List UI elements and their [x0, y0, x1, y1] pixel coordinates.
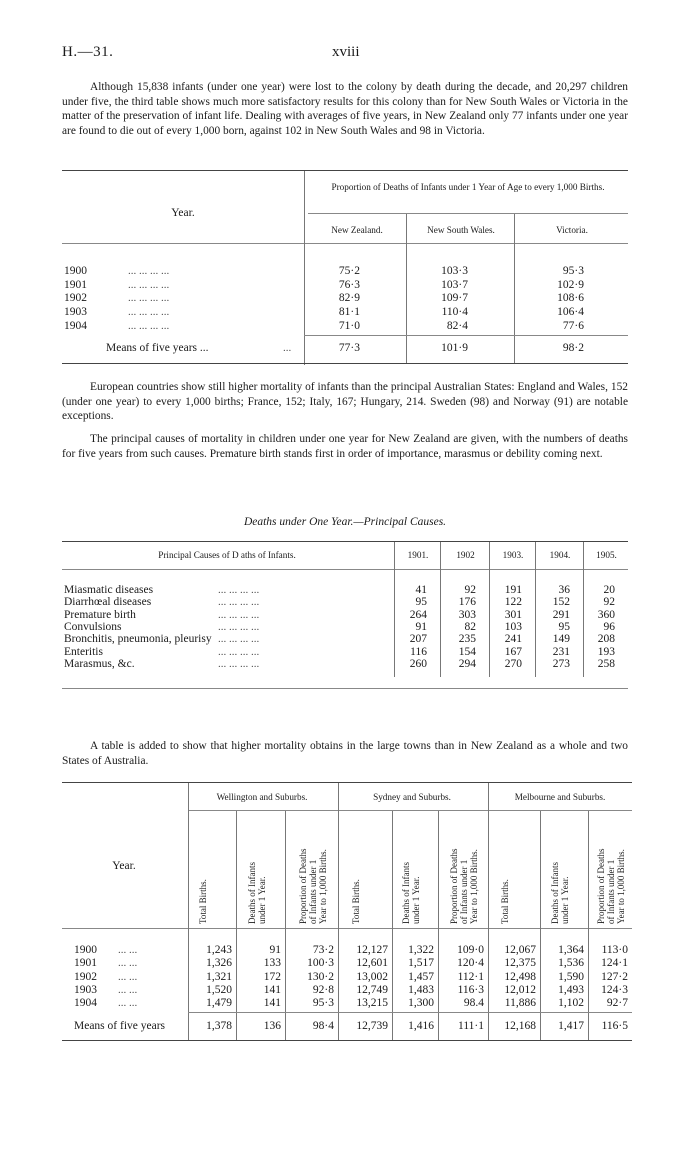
table1-row-dots: ... ... ... ...	[128, 278, 170, 291]
table2-cell: 208	[597, 633, 615, 646]
table3-subhead: Total Births.	[500, 879, 510, 924]
table2-cell: 241	[504, 633, 522, 646]
table3-subhead: Total Births.	[351, 879, 361, 924]
table3-means-rule	[188, 1012, 632, 1013]
table3-cell: 1,520	[206, 983, 232, 996]
table3-cell: 1,102	[558, 997, 584, 1010]
table3-year-head: Year.	[112, 860, 136, 872]
table3-row-dots: ... ...	[118, 970, 138, 983]
table2-row-cause: Diarrhœal diseases	[64, 596, 152, 609]
table2-cell: 122	[504, 596, 522, 609]
table3-cell: 98.4	[463, 997, 484, 1010]
table1-means-rule	[304, 335, 628, 336]
table3-cell: 1,479	[206, 997, 232, 1010]
table2-row-cause: Marasmus, &c.	[64, 657, 135, 670]
table3-head-rule	[62, 928, 632, 929]
table1-cell: 109·7	[441, 292, 468, 305]
table1-row-dots: ... ... ... ...	[128, 265, 170, 277]
table3-group-melbourne: Melbourne and Suburbs.	[514, 792, 606, 802]
table2-year-head: 1904.	[549, 550, 571, 560]
table3-cell: 11,886	[504, 997, 536, 1010]
table3-subhead: Proportion of Deaths of Infants under 1 Year to 1,000 Births.	[596, 848, 626, 924]
table3-cell: 1,321	[206, 970, 232, 983]
table2-cell: 36	[558, 584, 570, 596]
table2-cell: 41	[415, 584, 427, 596]
table3-row-year: 1904	[74, 997, 97, 1010]
table2-row-dots: ... ... ... ...	[218, 633, 260, 646]
table3-cell: 12,127	[356, 944, 388, 956]
table2-vline-2	[440, 542, 441, 677]
table1-cell: 76·3	[338, 278, 360, 291]
table1-row-dots: ... ... ... ...	[128, 306, 170, 319]
table3-cell: 141	[263, 983, 281, 996]
table2-title: Deaths under One Year.—Principal Causes.	[243, 516, 447, 528]
table3-row-year: 1902	[74, 970, 97, 983]
table3-row-dots: ... ...	[118, 944, 138, 956]
table3-cell: 1,300	[408, 997, 434, 1010]
table2-cell: 294	[458, 657, 476, 670]
table1-cell: 82·9	[338, 292, 360, 305]
table2-cell: 191	[504, 584, 522, 596]
table3-cell: 100·3	[307, 957, 334, 970]
table3-top-rule	[62, 782, 632, 783]
table3-cell: 1,590	[558, 970, 584, 983]
table2-cell: 152	[552, 596, 570, 609]
table2-row-cause: Enteritis	[64, 645, 103, 658]
table2-row-cause: Convulsions	[64, 620, 122, 633]
document-code: H.—31.	[62, 44, 114, 60]
table1-cell: 108·6	[557, 292, 584, 305]
table3-row-dots: ... ...	[118, 997, 138, 1010]
table3-cell: 120·4	[457, 957, 484, 970]
table3-means-cell: 12,739	[356, 1020, 388, 1032]
table1-cell: 106·4	[557, 306, 584, 319]
table3-means-label: Means of five years	[74, 1020, 166, 1032]
table3-cell: 112·1	[457, 970, 484, 983]
page-number: xviii	[332, 44, 360, 60]
table1-col-nz: New Zealand.	[331, 225, 383, 235]
table1-top-rule	[62, 170, 628, 171]
table2-cell: 149	[552, 633, 570, 646]
table3-cell: 124·3	[601, 983, 628, 996]
table3-cell: 12,012	[504, 983, 536, 996]
table1-col-vic: Victoria.	[556, 225, 588, 235]
table2-cell: 154	[458, 645, 476, 658]
table3-subhead: Deaths of Infants under 1 Year.	[401, 862, 421, 924]
table2-cell: 235	[458, 633, 476, 646]
table2-row-dots: ... ... ... ...	[218, 596, 260, 609]
table1-row-year: 1901	[64, 278, 87, 291]
table2-cell: 82	[464, 620, 476, 633]
table1-cell: 82·4	[446, 319, 468, 332]
table2-cell: 20	[603, 584, 615, 596]
table3-row-year: 1900	[74, 944, 97, 956]
table2-row-dots: ... ... ... ...	[218, 584, 260, 596]
paragraph-1: Although 15,838 infants (under one year) were lost to the colony by death during the decade, and 20,297 children under five, the third table shows much more satisfactory results for this colony than for New South Wales or Victoria in the matter of the preservation of infant life. Dealing with averages of five years, in New Zealand only 77 infants under one year are found to die out of every 1,000 born, against 102 in New South Wales and 98 in Victoria.	[62, 81, 628, 137]
table3-cell: 1,457	[408, 970, 434, 983]
table1-row-year: 1900	[64, 265, 87, 277]
table3-cell: 124·1	[601, 957, 628, 970]
table3-cell: 113·0	[601, 944, 628, 956]
table2-vline-1	[394, 542, 395, 677]
table2-row-dots: ... ... ... ...	[218, 608, 260, 621]
table3-cell: 13,215	[356, 997, 388, 1010]
table1-cell: 77·6	[562, 319, 584, 332]
table3-cell: 92·7	[606, 997, 628, 1010]
table3-subhead: Deaths of Infants under 1 Year.	[550, 862, 570, 924]
table2-cell: 273	[552, 657, 570, 670]
table1-year-head: Year.	[171, 207, 195, 219]
table2-head-rule	[62, 569, 628, 570]
table2-row-dots: ... ... ... ...	[218, 645, 260, 658]
table2-year-head: 1902	[456, 550, 475, 560]
table1-cell: 102·9	[557, 278, 584, 291]
table3-row-year: 1903	[74, 983, 97, 996]
table1-row-dots: ... ... ... ...	[128, 292, 170, 305]
table2-cell: 207	[409, 633, 427, 646]
table1-means-label: Means of five years ...	[106, 342, 209, 354]
table3-cell: 73·2	[312, 944, 334, 956]
table3-cell: 92·8	[312, 983, 334, 996]
table1-col-nsw: New South Wales.	[427, 225, 495, 235]
table2-vline-5	[583, 542, 584, 677]
table2-row-cause: Miasmatic diseases	[64, 584, 154, 596]
table2-cell: 270	[504, 657, 522, 670]
table2-bottom-rule	[62, 688, 628, 689]
table2-cell: 260	[409, 657, 427, 670]
table1-cell: 95·3	[562, 265, 584, 277]
table2-row-cause: Premature birth	[64, 608, 136, 621]
table3-cell: 12,601	[356, 957, 388, 970]
table1-cell: 103·3	[441, 265, 468, 277]
table3-subhead: Total Births.	[198, 879, 208, 924]
table2-cell: 291	[552, 608, 570, 621]
table3-cell: 91	[269, 944, 281, 956]
table3-subhead: Proportion of Deaths of Infants under 1 Year to 1,000 Births.	[449, 848, 479, 924]
table1-row-dots: ... ... ... ...	[128, 319, 170, 332]
table3-cell: 1,243	[206, 944, 232, 956]
table2-cell: 360	[597, 608, 615, 621]
table2-cell: 258	[597, 657, 615, 670]
table2-cell: 193	[597, 645, 615, 658]
table2-cell: 301	[504, 608, 522, 621]
table3-cell: 1,326	[206, 957, 232, 970]
table3-cell: 1,322	[408, 944, 434, 956]
table2-cell: 92	[603, 596, 615, 609]
table1-bottom-rule	[62, 363, 628, 364]
table3-means-cell: 12,168	[504, 1020, 536, 1032]
table1-row-year: 1904	[64, 319, 87, 332]
table3-means-cell: 116·5	[601, 1020, 628, 1032]
table2-cell: 167	[504, 645, 522, 658]
table2-vline-3	[489, 542, 490, 677]
table2-year-head: 1905.	[596, 550, 617, 560]
table3-cell: 109·0	[457, 944, 484, 956]
table3-group-wellington: Wellington and Suburbs.	[216, 792, 308, 802]
table3-means-cell: 111·1	[458, 1020, 484, 1032]
table1-means-nz: 77·3	[338, 342, 360, 354]
table3-cell: 130·2	[307, 970, 334, 983]
table3-row-dots: ... ...	[118, 957, 138, 970]
table2-vline-4	[535, 542, 536, 677]
table1-row-year: 1903	[64, 306, 87, 319]
table3-cell: 1,483	[408, 983, 434, 996]
paragraph-2: European countries show still higher mortality of infants than the principal Australian States: England and Wales, 152 (under one year) to every 1,000 births; France, 152; Italy, 167; Hungary, 214. Sweden (98) and Norway (91) are notable exceptions.	[62, 381, 628, 423]
table3-cell: 172	[263, 970, 281, 983]
table1-group-rule	[308, 213, 628, 214]
table2-cell: 96	[603, 620, 615, 633]
table2-year-head: 1903.	[502, 550, 524, 560]
paragraph-3: The principal causes of mortality in children under one year for New Zealand are given, with the numbers of deaths for five years from such causes. Premature birth stands first in order of importance, marasmus or debility coming next.	[62, 433, 628, 460]
table3-cell: 1,493	[558, 983, 584, 996]
table3-means-cell: 98·4	[312, 1020, 334, 1032]
table3-cell: 133	[263, 957, 281, 970]
table3-cell: 116·3	[457, 983, 484, 996]
table3-cell: 12,498	[504, 970, 536, 983]
table2-row-dots: ... ... ... ...	[218, 620, 260, 633]
table1-vline-3	[514, 214, 515, 364]
table3-means-cell: 1,416	[408, 1020, 434, 1032]
table3-row-year: 1901	[74, 957, 97, 970]
table2-row-cause: Bronchitis, pneumonia, pleurisy	[64, 633, 212, 646]
table1-cell: 71·0	[338, 319, 360, 332]
table2-cell: 116	[410, 645, 427, 658]
table3-cell: 1,364	[558, 944, 584, 956]
table3-cell: 13,002	[356, 970, 388, 983]
table3-cell: 95·3	[312, 997, 334, 1010]
table3-subhead: Deaths of Infants under 1 Year.	[246, 862, 267, 924]
table2-cell: 176	[458, 596, 476, 609]
table1-cell: 75·2	[338, 265, 360, 277]
table2-cell: 95	[558, 620, 570, 633]
table1-vline-2	[406, 214, 407, 364]
table3-cell: 141	[263, 997, 281, 1010]
table2-row-dots: ... ... ... ...	[218, 657, 260, 670]
table3-cell: 12,375	[504, 957, 536, 970]
table1-cell: 81·1	[338, 306, 360, 319]
table3-group-rule	[188, 810, 632, 811]
table3-means-cell: 136	[263, 1020, 281, 1032]
table1-means-vic: 98·2	[562, 342, 584, 354]
table1-row-year: 1902	[64, 292, 87, 305]
table1-cell: 103·7	[441, 278, 468, 291]
table3-group-sydney: Sydney and Suburbs.	[373, 792, 451, 802]
table3-cell: 12,067	[504, 944, 536, 956]
table2-cell: 92	[464, 584, 476, 596]
table2-cell: 303	[458, 608, 476, 621]
table3-cell: 1,517	[408, 957, 434, 970]
table1-cell: 110·4	[441, 306, 468, 319]
table2-cell: 91	[415, 620, 427, 633]
table3-means-cell: 1,417	[558, 1020, 584, 1032]
table2-cell: 264	[409, 608, 427, 621]
table3-cell: 12,749	[356, 983, 388, 996]
paragraph-4: A table is added to show that higher mortality obtains in the large towns than in New Zealand as a whole and two States of Australia.	[62, 740, 628, 767]
table1-means-nsw: 101·9	[441, 342, 468, 354]
table1-head-rule	[62, 243, 628, 244]
table3-subhead: Proportion of Deaths of Infants under 1 Year to 1,000 Births.	[297, 848, 328, 924]
table2-year-head: 1901.	[407, 550, 429, 560]
table2-cause-head: Principal Causes of D aths of Infants.	[158, 550, 296, 560]
table2-cell: 231	[552, 645, 570, 658]
table2-cell: 103	[504, 620, 522, 633]
table3-cell: 127·2	[601, 970, 628, 983]
table3-means-cell: 1,378	[206, 1020, 232, 1032]
table1-means-dots: ...	[283, 342, 292, 354]
table3-cell: 1,536	[558, 957, 584, 970]
table2-cell: 95	[415, 596, 427, 609]
table3-bottom-rule	[62, 1040, 632, 1041]
table2-top-rule	[62, 541, 628, 542]
table3-row-dots: ... ...	[118, 983, 138, 996]
table1-group-head: Proportion of Deaths of Infants under 1 Year of Age to every 1,000 Births.	[331, 182, 605, 192]
